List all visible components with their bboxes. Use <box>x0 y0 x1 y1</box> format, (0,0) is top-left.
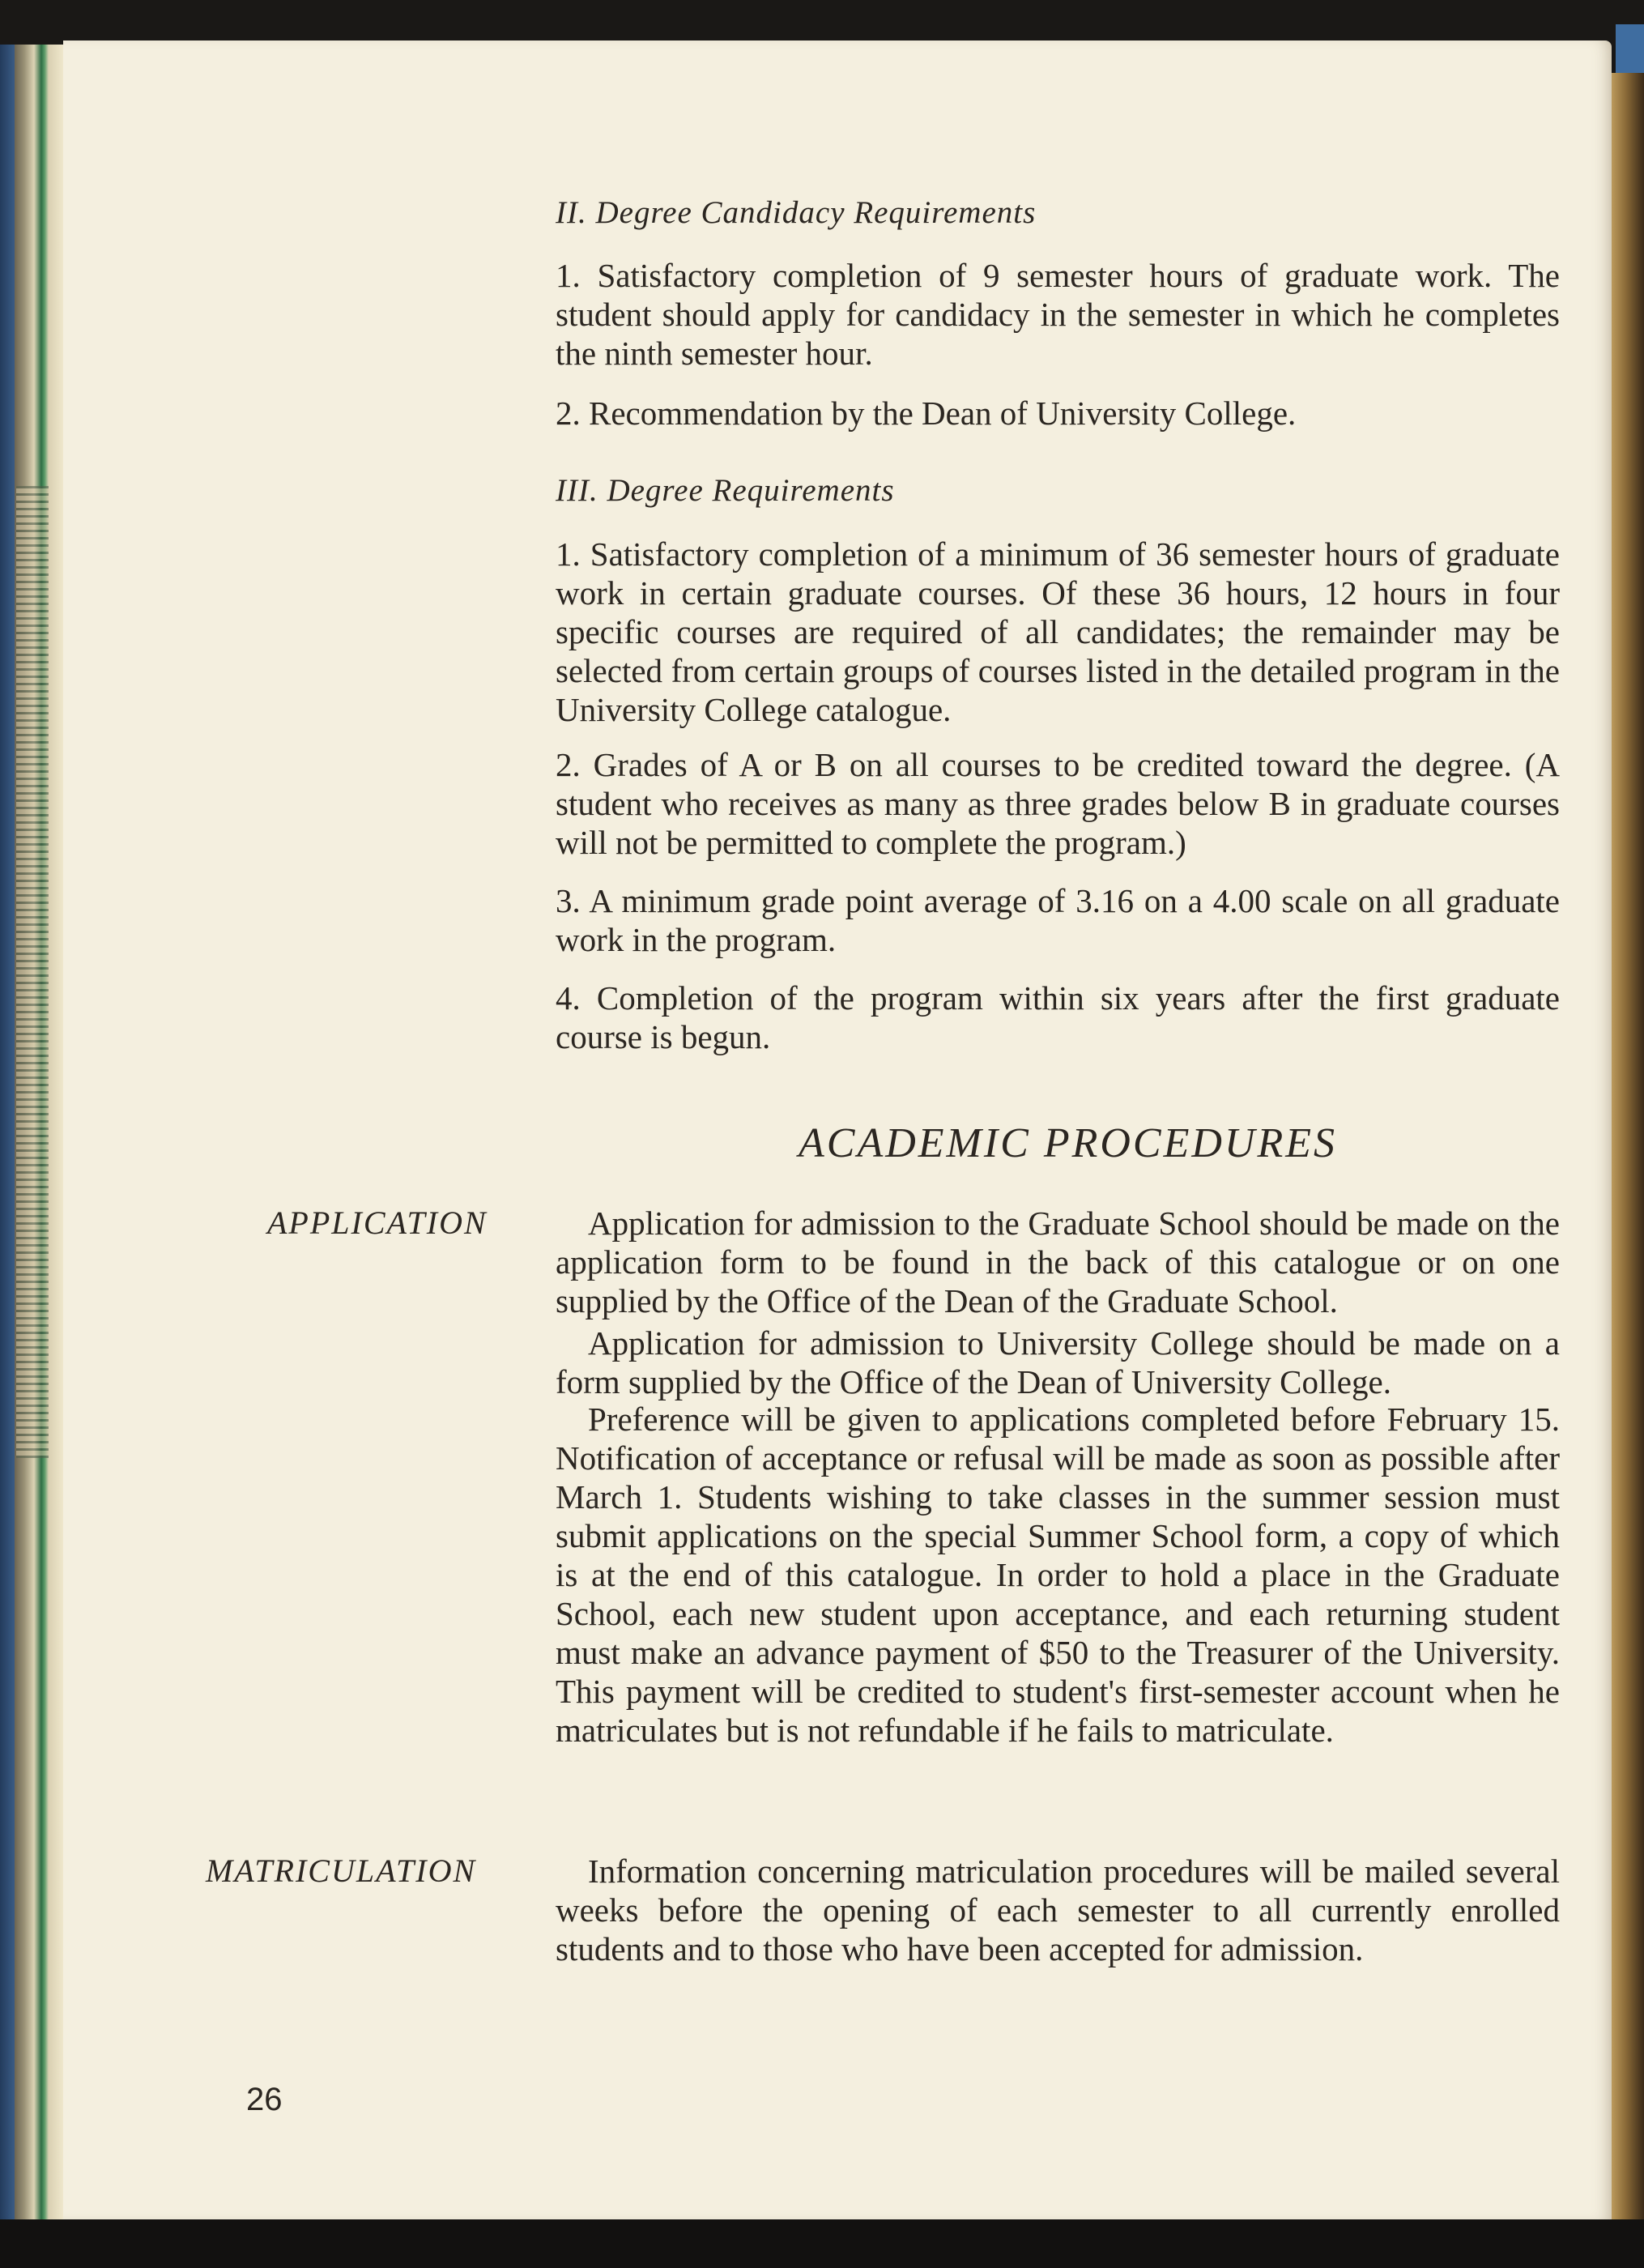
page-number: 26 <box>246 2082 283 2117</box>
candidacy-item-2: 2. Recommendation by the Dean of University College. <box>556 394 1297 432</box>
page-edge-right <box>1608 73 1644 2260</box>
requirement-item-2: 2. Grades of A or B on all courses to be credited toward the degree. (A student who receives as many as three grades below B in graduate courses will not be permitted to complete the program.) <box>556 746 1560 861</box>
requirement-item-3: 3. A minimum grade point average of 3.16 on a 4.00 scale on all graduate work in the program. <box>556 882 1560 958</box>
application-label: APPLICATION <box>267 1204 488 1241</box>
requirement-item-4: 4. Completion of the program within six years after the first graduate course is begun. <box>556 979 1560 1055</box>
degree-requirements-heading: III. Degree Requirements <box>556 473 895 508</box>
matriculation-label: MATRICULATION <box>206 1852 477 1889</box>
application-paragraph-1: Application for admission to the Graduate School should be made on the application form to be found in the back of this catalogue or on one supplied by the Office of the Dean of the Graduate School. <box>556 1204 1560 1319</box>
page-stack-edges <box>16 486 49 1458</box>
matriculation-paragraph: Information concerning matriculation procedures will be mailed several weeks before the opening of each semester to all currently enrolled students and to those who have been accepted for admission. <box>556 1852 1560 1967</box>
candidacy-item-1: 1. Satisfactory completion of 9 semester hours of graduate work. The student should apply for candidacy in the semester in which he completes the ninth semester hour. <box>556 257 1560 372</box>
application-paragraph-3: Preference will be given to applications completed before February 15. Notification of acceptance or refusal will be made as soon as possible after March 1. Students wishing to take classes in the summer session must submit applications on the special Summer School form, a copy of which is at the end of this catalogue. In order to hold a place in the Graduate School, each new student upon acceptance, and each returning student must make an advance payment of $50 to the Treasurer of the University. This payment will be credited to student's first-semester account when he matriculates but is not refundable if he fails to matriculate. <box>556 1400 1560 1749</box>
top-shadow <box>0 0 1644 45</box>
book-cover-left <box>0 45 16 2223</box>
application-paragraph-2: Application for admission to University College should be made on a form supplied by the Office of the Dean of University College. <box>556 1324 1560 1400</box>
requirement-item-1: 1. Satisfactory completion of a minimum of 36 semester hours of graduate work in certain graduate courses. Of these 36 hours, 12 hours in four specific courses are required of all candidates; the remainder may be selected from certain groups of courses listed in the detailed program in the University College catalogue. <box>556 535 1560 728</box>
academic-procedures-title: ACADEMIC PROCEDURES <box>799 1120 1338 1166</box>
degree-candidacy-heading: II. Degree Candidacy Requirements <box>556 195 1037 230</box>
bottom-shadow <box>0 2219 1644 2268</box>
